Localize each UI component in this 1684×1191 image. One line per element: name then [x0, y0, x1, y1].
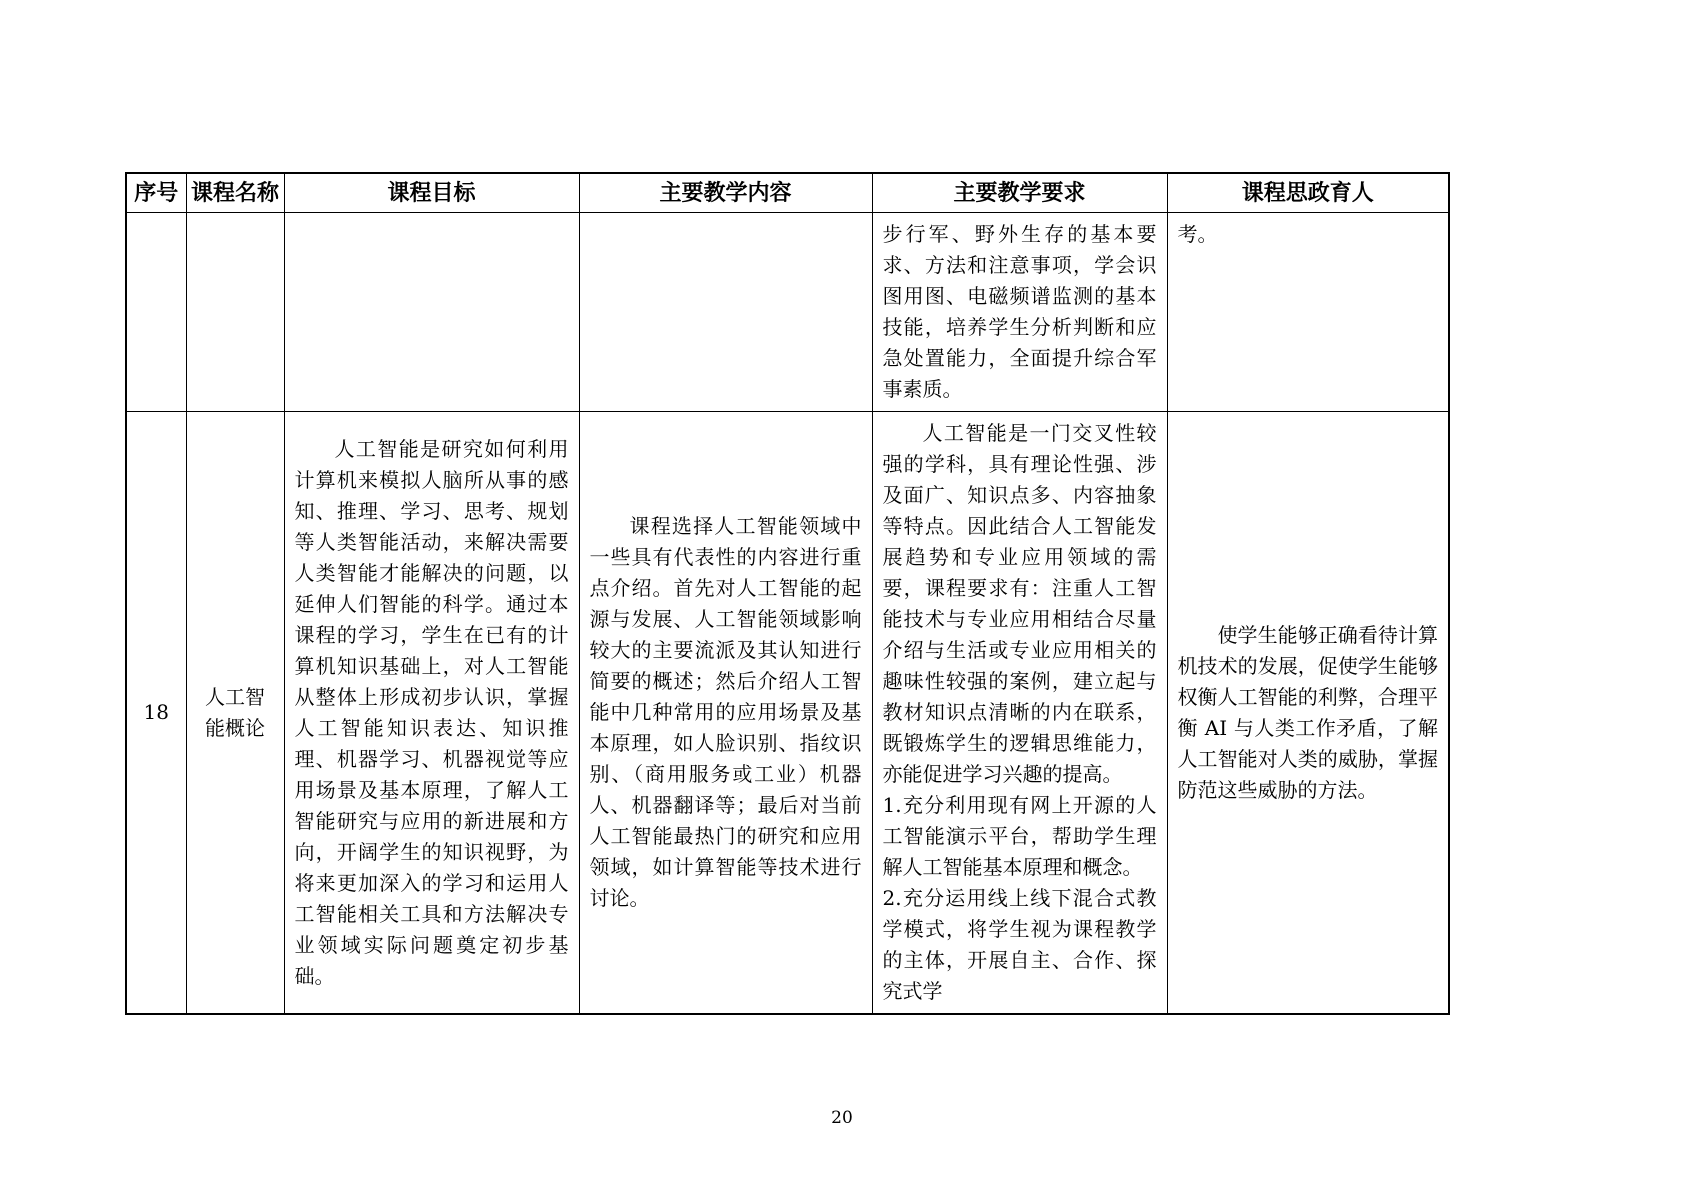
cell-teaching-content — [579, 412, 872, 1015]
ideology-text: 使学生能够正确看待计算机技术的发展，促使学生能够权衡人工智能的利弊，合理平衡 AI 与人类工作矛盾，了解人工智能对人类的威胁，掌握防范这些威胁的方法。 — [1177, 622, 1438, 802]
table-row-continuation — [126, 213, 1449, 412]
col-header-objective: 课程目标 — [284, 173, 579, 213]
cell-objective — [284, 213, 579, 412]
cell-teaching-requirement — [872, 213, 1167, 412]
requirement-text: 步行军、野外生存的基本要求、方法和注意事项，学会识图用图、电磁频谱监测的基本技能，培养学生分析判断和应急处置能力，全面提升综合军事素质。 — [882, 222, 1157, 401]
col-header-seq: 序号 — [126, 173, 186, 213]
cell-objective — [284, 412, 579, 1015]
cell-teaching-content — [579, 213, 872, 412]
cell-teaching-requirement — [872, 412, 1167, 1015]
requirement-paragraph-1: 人工智能是一门交叉性较强的学科，具有理论性强、涉及面广、知识点多、内容抽象等特点。因此结合人工智能发展趋势和专业应用领域的需要，课程要求有：注重人工智能技术与专业应用相结合尽量介绍与生活或专业应用相关的趣味性较强的案例，建立起与教材知识点清晰的内在联系，既锻炼学生的逻辑思维能力，亦能促进学习兴趣的提高。 — [882, 421, 1157, 786]
requirement-paragraph-3: 2.充分运用线上线下混合式教学模式，将学生视为课程教学的主体，开展自主、合作、探究式学 — [882, 886, 1157, 1003]
cell-course-name — [186, 213, 284, 412]
cell-ideology — [1167, 412, 1449, 1015]
page-number: 20 — [831, 1108, 853, 1128]
cell-ideology — [1167, 213, 1449, 412]
col-header-course-name: 课程名称 — [186, 173, 284, 213]
ideology-text: 考。 — [1177, 222, 1218, 246]
col-header-teaching-requirement: 主要教学要求 — [872, 173, 1167, 213]
requirement-paragraph-2: 1.充分利用现有网上开源的人工智能演示平台，帮助学生理解人工智能基本原理和概念。 — [882, 793, 1157, 879]
cell-seq — [126, 213, 186, 412]
table-row-18 — [126, 412, 1449, 1015]
teaching-content-text: 课程选择人工智能领域中一些具有代表性的内容进行重点介绍。首先对人工智能的起源与发展、人工智能领域影响较大的主要流派及其认知进行简要的概述；然后介绍人工智能中几种常用的应用场景及基本原理，如人脸识别、指纹识别、（商用服务或工业）机器人、机器翻译等；最后对当前人工智能最热门的研究和应用领域，如计算智能等技术进行讨论。 — [589, 514, 862, 910]
cell-seq: 18 — [126, 412, 186, 1015]
cell-course-name: 人工智能概论 — [186, 412, 284, 1015]
col-header-ideology: 课程思政育人 — [1167, 173, 1449, 213]
table-header-row — [126, 173, 1449, 213]
objective-text: 人工智能是研究如何利用计算机来模拟人脑所从事的感知、推理、学习、思考、规划等人类智能活动，来解决需要人类智能才能解决的问题，以延伸人们智能的科学。通过本课程的学习，学生在已有的计算机知识基础上，对人工智能从整体上形成初步认识，掌握人工智能知识表达、知识推理、机器学习、机器视觉等应用场景及基本原理，了解人工智能研究与应用的新进展和方向，开阔学生的知识视野，为将来更加深入的学习和运用人工智能相关工具和方法解决专业领域实际问题奠定初步基础。 — [294, 436, 569, 988]
col-header-teaching-content: 主要教学内容 — [579, 173, 872, 213]
course-table — [125, 172, 1450, 1015]
